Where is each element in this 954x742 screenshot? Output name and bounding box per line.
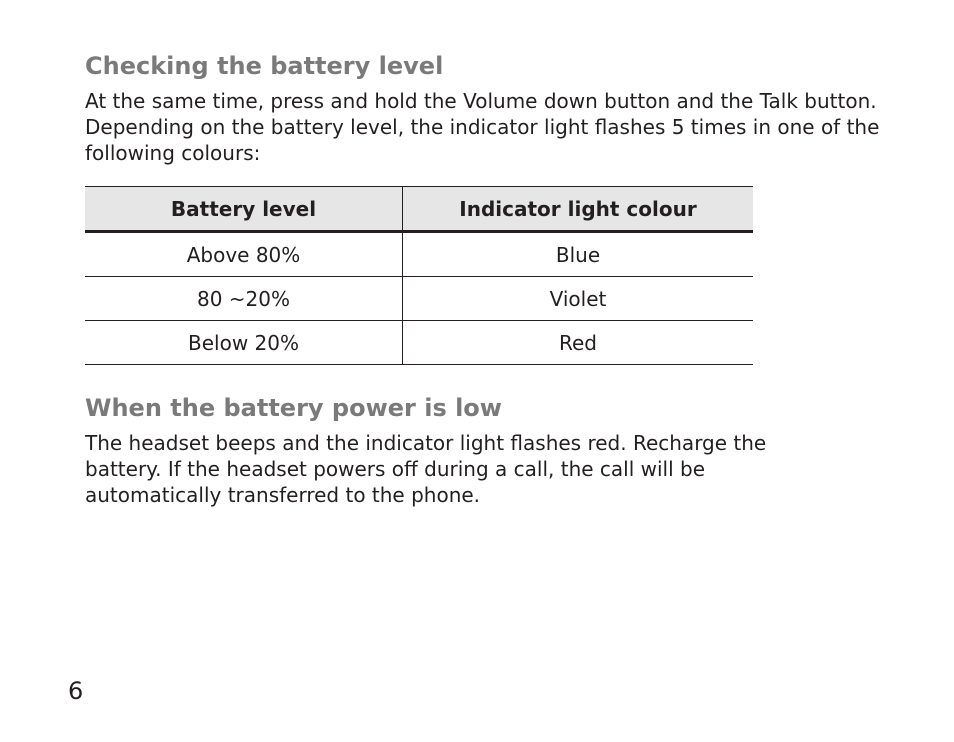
battery-level-cell: Below 20% (85, 321, 403, 365)
table-row (85, 321, 753, 365)
column-header-battery-level: Battery level (85, 187, 403, 232)
section-body-low-battery: The headset beeps and the indicator light flashes red. Recharge the battery. If the headset powers off during a call, the call will be automatically transferred to the phone. (85, 431, 767, 507)
column-header-indicator-colour: Indicator light colour (403, 187, 754, 232)
table-row (85, 277, 753, 321)
battery-level-cell: 80 ~20% (85, 277, 403, 321)
table-row (85, 232, 753, 277)
section-heading-battery-level: Checking the battery level (85, 52, 444, 80)
indicator-colour-cell: Blue (403, 232, 754, 277)
table-header-row (85, 187, 753, 232)
section-heading-low-battery: When the battery power is low (85, 394, 502, 422)
page-number: 6 (68, 677, 84, 705)
battery-level-cell: Above 80% (85, 232, 403, 277)
indicator-colour-cell: Red (403, 321, 754, 365)
indicator-colour-cell: Violet (403, 277, 754, 321)
section-body-battery-level: At the same time, press and hold the Volume down button and the Talk button. Depending on the battery level, the indicator light flashes 5 times in one of the following colours: (85, 89, 880, 165)
battery-level-table (85, 186, 753, 365)
